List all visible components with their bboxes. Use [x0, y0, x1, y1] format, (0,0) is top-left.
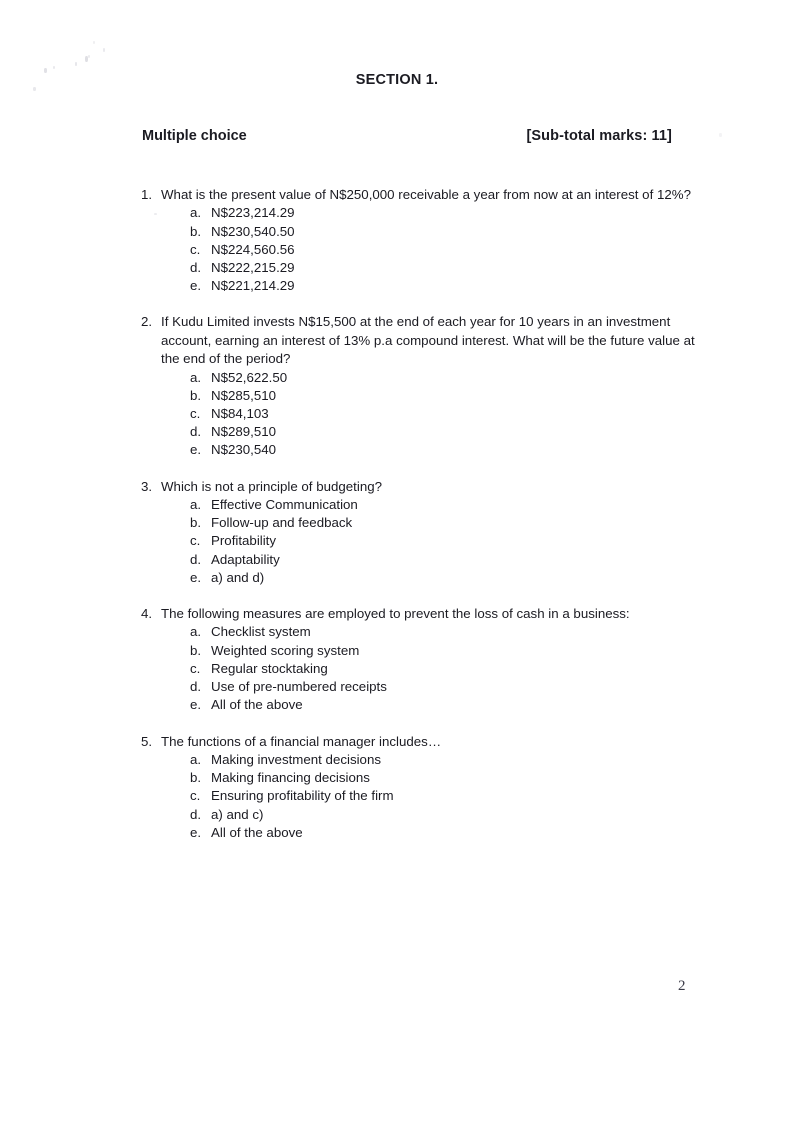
option-text: N$52,622.50 [211, 369, 288, 385]
option-list [0, 369, 794, 460]
option-text: N$230,540.50 [211, 223, 295, 239]
option-text: All of the above [211, 697, 303, 713]
option-item[interactable] [0, 496, 794, 514]
option-text: Adaptability [211, 551, 280, 567]
option-item[interactable] [0, 241, 794, 259]
option-text: Making investment decisions [211, 751, 381, 767]
question-number: 3. [141, 478, 153, 494]
scan-speckle [75, 62, 77, 66]
option-list [0, 751, 794, 842]
question-block [0, 605, 794, 714]
option-letter: d. [190, 806, 202, 822]
option-letter: e. [190, 569, 202, 585]
option-item[interactable] [0, 787, 794, 805]
option-item[interactable] [0, 642, 794, 660]
option-letter: a. [190, 205, 202, 221]
option-letter: c. [190, 660, 201, 676]
option-text: Follow-up and feedback [211, 515, 353, 531]
option-list [0, 623, 794, 714]
option-letter: b. [190, 515, 202, 531]
question-block [0, 733, 794, 842]
option-item[interactable] [0, 569, 794, 587]
option-item[interactable] [0, 387, 794, 405]
option-text: Making financing decisions [211, 770, 370, 786]
option-item[interactable] [0, 277, 794, 295]
option-item[interactable] [0, 769, 794, 787]
page-number: 2 [678, 978, 686, 994]
option-text: Weighted scoring system [211, 642, 360, 658]
option-letter: c. [190, 406, 201, 422]
question-number: 4. [141, 606, 153, 622]
option-text: Effective Communication [211, 497, 358, 513]
option-text: a) and c) [211, 806, 264, 822]
question-number: 1. [141, 187, 153, 202]
option-text: Ensuring profitability of the firm [211, 788, 394, 804]
option-letter: b. [190, 642, 202, 658]
option-letter: d. [190, 424, 202, 440]
subtotal-marks-label: [Sub-total marks: 11] [526, 128, 672, 144]
question-text: If Kudu Limited invests N$15,500 at the end of each year for 10 years in an investment account, earning an interest of 13% p.a compound interest. What will be the future value at the end of the period? [161, 314, 695, 367]
option-text: N$222,215.29 [211, 260, 295, 276]
option-item[interactable] [0, 223, 794, 241]
option-letter: d. [190, 679, 202, 695]
option-text: N$230,540 [211, 442, 277, 458]
subsection-header [142, 128, 672, 144]
question-text: The following measures are employed to prevent the loss of cash in a business: [161, 606, 630, 622]
scan-speckle [53, 66, 55, 69]
option-item[interactable] [0, 423, 794, 441]
option-letter: a. [190, 369, 202, 385]
option-list [0, 496, 794, 587]
option-item[interactable] [0, 405, 794, 423]
option-text: N$223,214.29 [211, 205, 295, 221]
option-letter: d. [190, 260, 202, 276]
question-stem [0, 186, 794, 204]
option-letter: e. [190, 442, 202, 458]
question-stem [0, 313, 794, 368]
multiple-choice-label: Multiple choice [142, 128, 247, 144]
option-text: Regular stocktaking [211, 660, 328, 676]
option-text: Profitability [211, 533, 277, 549]
option-text: N$221,214.29 [211, 278, 295, 294]
question-list [0, 186, 794, 860]
option-letter: c. [190, 533, 201, 549]
question-text: The functions of a financial manager includes… [161, 733, 442, 749]
question-text: What is the present value of N$250,000 receivable a year from now at an interest of 12%? [161, 187, 691, 202]
option-letter: e. [190, 278, 202, 294]
option-letter: a. [190, 624, 202, 640]
option-letter: b. [190, 223, 202, 239]
option-item[interactable] [0, 259, 794, 277]
option-item[interactable] [0, 824, 794, 842]
option-letter: a. [190, 751, 202, 767]
question-stem [0, 733, 794, 751]
option-item[interactable] [0, 441, 794, 459]
option-item[interactable] [0, 678, 794, 696]
scan-speckle [88, 55, 90, 58]
option-text: N$224,560.56 [211, 241, 295, 257]
question-block [0, 186, 794, 295]
option-item[interactable] [0, 514, 794, 532]
scan-speckle [103, 48, 105, 52]
option-text: a) and d) [211, 569, 265, 585]
scan-speckle [85, 56, 88, 62]
option-item[interactable] [0, 806, 794, 824]
option-text: Checklist system [211, 624, 311, 640]
option-item[interactable] [0, 660, 794, 678]
option-text: N$289,510 [211, 424, 277, 440]
option-letter: c. [190, 241, 201, 257]
question-stem [0, 478, 794, 496]
question-text: Which is not a principle of budgeting? [161, 478, 383, 494]
option-list [0, 204, 794, 295]
scan-speckle [93, 41, 95, 44]
option-letter: b. [190, 387, 202, 403]
option-text: All of the above [211, 824, 303, 840]
scan-speckle [719, 133, 722, 137]
question-block [0, 478, 794, 587]
question-stem [0, 605, 794, 623]
option-letter: e. [190, 824, 202, 840]
option-item[interactable] [0, 751, 794, 769]
option-text: N$285,510 [211, 387, 277, 403]
option-item[interactable] [0, 696, 794, 714]
option-item[interactable] [0, 204, 794, 222]
question-number: 5. [141, 733, 153, 749]
option-text: N$84,103 [211, 406, 269, 422]
option-letter: a. [190, 497, 202, 513]
option-letter: d. [190, 551, 202, 567]
option-item[interactable] [0, 551, 794, 569]
option-letter: e. [190, 697, 202, 713]
question-number: 2. [141, 314, 153, 330]
question-block [0, 313, 794, 459]
section-title: SECTION 1. [355, 72, 439, 88]
option-item[interactable] [0, 369, 794, 387]
option-letter: c. [190, 788, 201, 804]
option-letter: b. [190, 770, 202, 786]
option-item[interactable] [0, 623, 794, 641]
option-item[interactable] [0, 532, 794, 550]
option-text: Use of pre-numbered receipts [211, 679, 387, 695]
